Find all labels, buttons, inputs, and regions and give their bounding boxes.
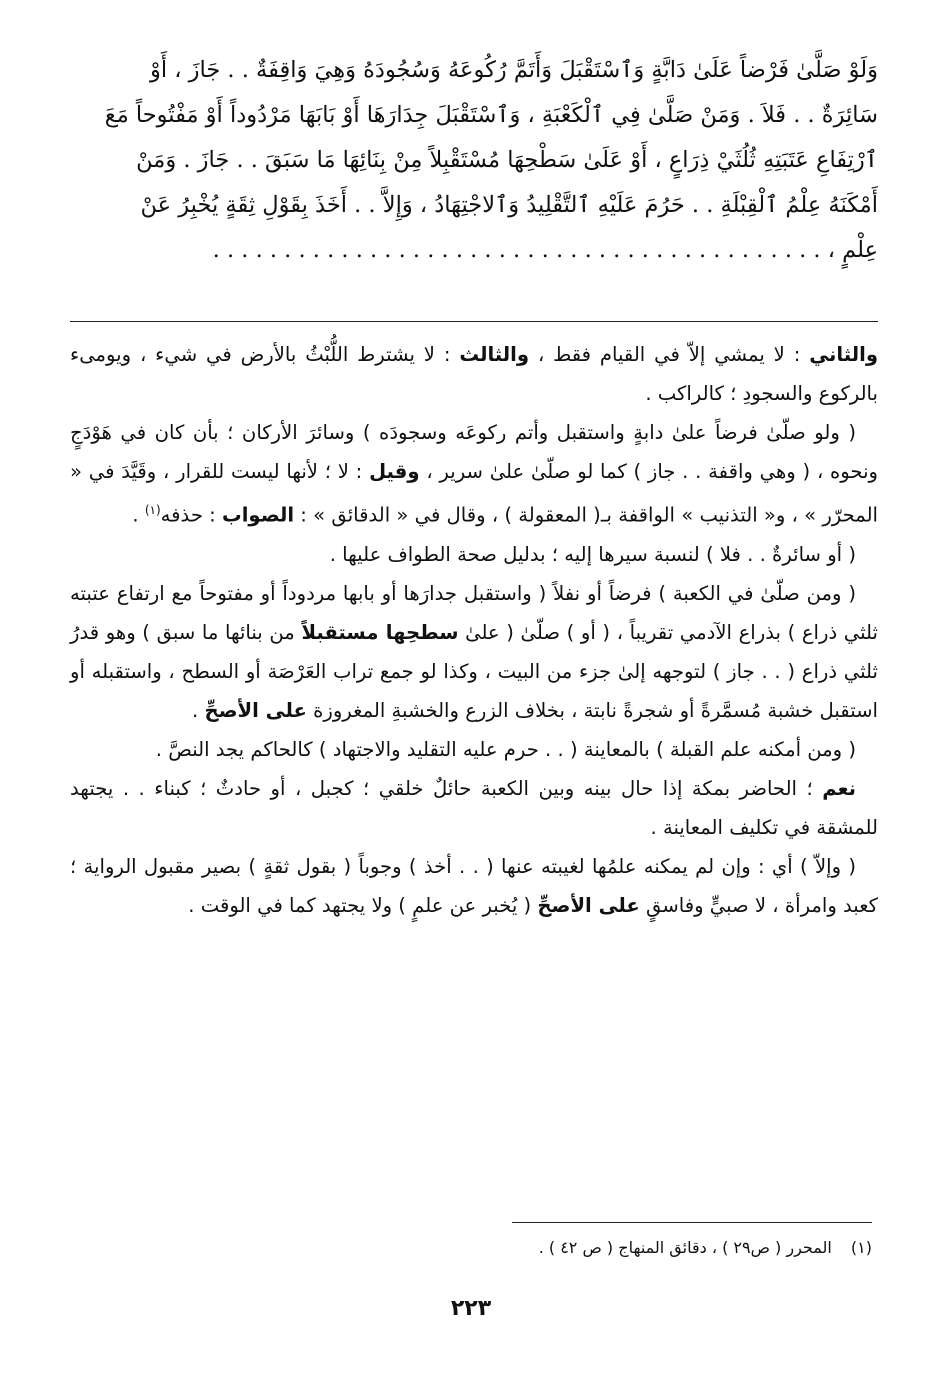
text-run: ( ولو صلّىٰ فرضاً علىٰ دابةٍ واستقبل وأتم ركوعَه وسجودَه ) وسائرَ الأركان ؛ بأن كان في هَوْدَجٍ ونحوه ، ( وهي واقفة . . جاز ) كما لو صلّىٰ علىٰ سرير ، <box>70 421 878 483</box>
footnote-text: المحرر ( ص٢٩ ) ، دقائق المنهاج ( ص ٤٢ ) . <box>538 1238 832 1257</box>
matn-line: ٱرْتِفَاعِ عَتَبَتِهِ ثُلُثَيْ ذِرَاعٍ ، أَوْ عَلَىٰ سَطْحِهَا مُسْتَقْبِلاً مِنْ بِنَائِهَا مَا سَبَقَ . . جَازَ . وَمَنْ <box>136 147 878 173</box>
matn-line: وَلَوْ صَلَّىٰ فَرْضاً عَلَىٰ دَابَّةٍ وَٱسْتَقْبَلَ وَأَتَمَّ رُكُوعَهُ وَسُجُودَهُ وَهِيَ وَاقِفَةٌ . . جَازَ ، أَوْ <box>149 57 878 83</box>
text-run: . <box>192 698 205 722</box>
text-run: ؛ الحاضر بمكة إذا حال بينه وبين الكعبة حائلٌ خلقي ؛ كجبل ، أو حادثٌ ؛ كبناء . . يجتهد للمشقة في تكليف المعاينة . <box>70 776 878 839</box>
text-run: ( وإلاّ ) أي : وإن لم يمكنه علمُها لغيبته عنها ( . . أخذ ) وجوباً ( بقول ثقةٍ ) بصير مقبول الرواية ؛ كعبد وامرأة ، لا صبيٍّ وفاسقٍ <box>70 854 878 917</box>
sharh-paragraph <box>70 574 878 730</box>
text-run: : لا ؛ لأنها ليست للقرار ، وقَيَّدَ في « المحرّر » ، و« التذنيب » الواقفة بـ( المعقولة ) ، وقال في « الدقائق » : <box>70 460 878 527</box>
sharh-paragraph <box>70 335 878 413</box>
text-run: : لا يمشي إلاّ في القيام فقط ، <box>529 343 810 366</box>
bold-term: والثالث <box>459 343 530 366</box>
footnote-number: (١) <box>850 1238 872 1257</box>
bold-term: على الأصحِّ <box>537 893 640 917</box>
bold-term: والثاني <box>809 343 878 366</box>
bold-term: وقيل <box>369 460 420 483</box>
text-run: : لا يشترط اللُّبْثُ بالأرض في شيء ، ويومىء بالركوع والسجودِ ؛ كالراكب . <box>70 343 878 405</box>
sharh-text <box>70 335 878 925</box>
bold-term: سطحِها مستقبلاً <box>301 620 459 644</box>
sharh-paragraph <box>70 769 878 847</box>
text-run: : حذفه <box>160 503 222 527</box>
text-run: ( ومن صلّىٰ في الكعبة ) فرضاً أو نفلاً ( واستقبل جدارَها أو بابها مردوداً أو مفتوحاً مع ارتفاع عتبته ثلثي ذراع ) بذراع الآدمي تقريباً ، ( أو ) صلّىٰ ( علىٰ <box>70 581 878 644</box>
footnote <box>64 1236 872 1260</box>
bold-term: الصواب <box>222 503 295 527</box>
sharh-paragraph: ( ومن أمكنه علم القبلة ) بالمعاينة ( . . حرم عليه التقليد والاجتهاد ) كالحاكم يجد النصَّ . <box>155 737 856 761</box>
bold-term: نعم <box>822 776 856 800</box>
sharh-paragraph: ( أو سائرةٌ . . فلا ) لنسبة سيرها إليه ؛ بدليل صحة الطواف عليها . <box>329 542 856 566</box>
text-run: من بنائها ما سبق ) وهو قدرُ ثلثي ذراع ( . . جاز ) لتوجهه إلىٰ جزء من البيت ، وكذا لو جمع تراب العَرْصَة أو السطح ، واستقبله أو استقبل خشبة مُسمَّرةً أو شجرةً نابتة ، بخلاف الزرع والخشبةِ المغروزة <box>70 620 878 722</box>
page-number: ٢٢٣ <box>450 1296 492 1321</box>
matn-sharh-separator <box>70 321 878 322</box>
text-run: ( يُخبر عن علمٍ ) ولا يجتهد كما في الوقت . <box>188 893 538 917</box>
text-run: . <box>132 503 145 527</box>
sharh-paragraph <box>70 847 878 925</box>
footnote-ref[interactable]: (١) <box>144 503 161 517</box>
matn-line: عِلْمٍ ، . . . . . . . . . . . . . . . . . . . . . . . . . . . . . . . . . . . . . . . . . . . <box>212 237 878 263</box>
matn-line: سَائِرَةٌ . . فَلاَ . وَمَنْ صَلَّىٰ فِي ٱلْكَعْبَةِ ، وَٱسْتَقْبَلَ جِدَارَهَا أَوْ بَابَهَا مَرْدُوداً أَوْ مَفْتُوحاً مَعَ <box>104 102 878 128</box>
matn-line: أَمْكَنَهُ عِلْمُ ٱلْقِبْلَةِ . . حَرُمَ عَلَيْهِ ٱلتَّقْلِيدُ وَٱلاجْتِهَادُ ، وَإِلاَّ . . أَخَذَ بِقَوْلِ ثِقَةٍ يُخْبِرُ عَنْ <box>140 192 878 218</box>
bold-term: على الأصحِّ <box>204 698 307 722</box>
matn-text <box>70 48 878 273</box>
sharh-paragraph <box>70 413 878 535</box>
footnote-separator <box>512 1222 872 1223</box>
